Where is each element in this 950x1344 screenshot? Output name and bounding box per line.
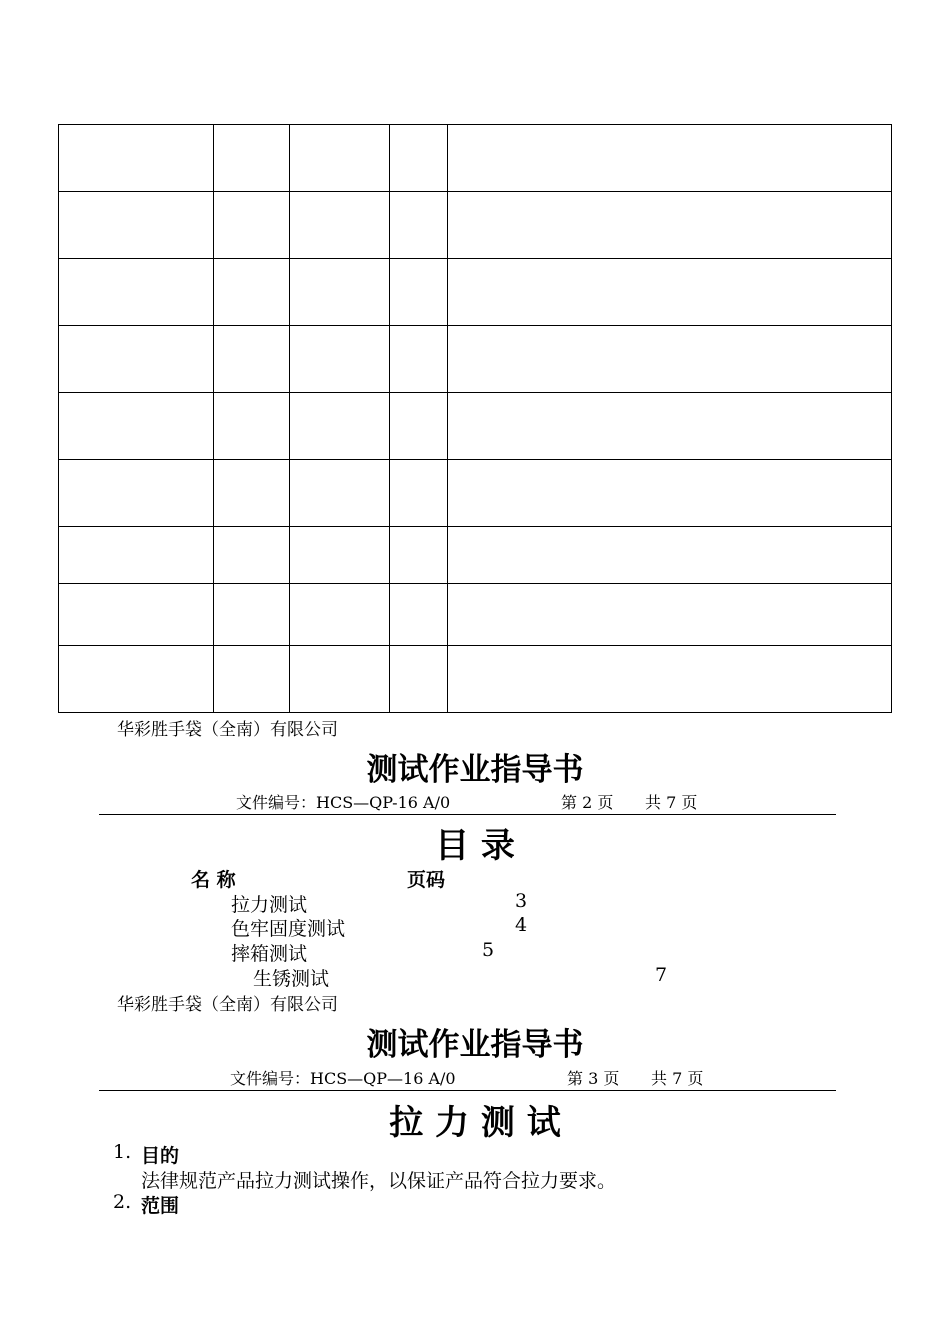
table-row <box>59 646 892 713</box>
item-number: 2. <box>113 1191 132 1213</box>
toc-page-column-header: 页码 <box>407 869 446 891</box>
total-pages: 共 7 页 <box>651 1069 704 1088</box>
table-row <box>59 125 892 192</box>
header-divider <box>99 1090 836 1091</box>
toc-item-page: 5 <box>482 939 495 961</box>
table-row <box>59 584 892 646</box>
table-row <box>59 460 892 527</box>
purpose-title: 目的 <box>141 1145 180 1167</box>
toc-item-name: 摔箱测试 <box>231 943 308 965</box>
empty-form-table <box>58 124 892 713</box>
table-row <box>59 393 892 460</box>
toc-item-page: 3 <box>515 890 528 912</box>
purpose-text: 法律规范产品拉力测试操作，以保证产品符合拉力要求。 <box>141 1170 617 1192</box>
header-divider <box>99 814 836 815</box>
toc-item-name: 色牢固度测试 <box>231 918 346 940</box>
table-row <box>59 259 892 326</box>
table-row <box>59 527 892 584</box>
page-number: 第 3 页 <box>567 1069 620 1088</box>
document-title: 测试作业指导书 <box>366 1027 584 1063</box>
table-row <box>59 326 892 393</box>
toc-item-page: 4 <box>515 914 528 936</box>
toc-heading: 目 录 <box>435 826 515 866</box>
document-title: 测试作业指导书 <box>366 752 584 788</box>
toc-name-column-header: 名 称 <box>191 869 236 891</box>
file-number: 文件编号：HCS—QP—16 A/0 <box>230 1069 456 1088</box>
file-number: 文件编号：HCS—QP-16 A/0 <box>236 793 451 812</box>
total-pages: 共 7 页 <box>645 793 698 812</box>
company-name: 华彩胜手袋（全南）有限公司 <box>117 995 338 1015</box>
page-number: 第 2 页 <box>561 793 614 812</box>
table-row <box>59 192 892 259</box>
toc-item-page: 7 <box>655 964 668 986</box>
toc-item-name: 生锈测试 <box>253 968 330 990</box>
toc-item-name: 拉力测试 <box>231 894 308 916</box>
item-number: 1. <box>113 1141 132 1163</box>
company-name: 华彩胜手袋（全南）有限公司 <box>117 720 338 740</box>
pull-test-heading: 拉 力 测 试 <box>389 1103 561 1143</box>
scope-title: 范围 <box>141 1195 180 1217</box>
